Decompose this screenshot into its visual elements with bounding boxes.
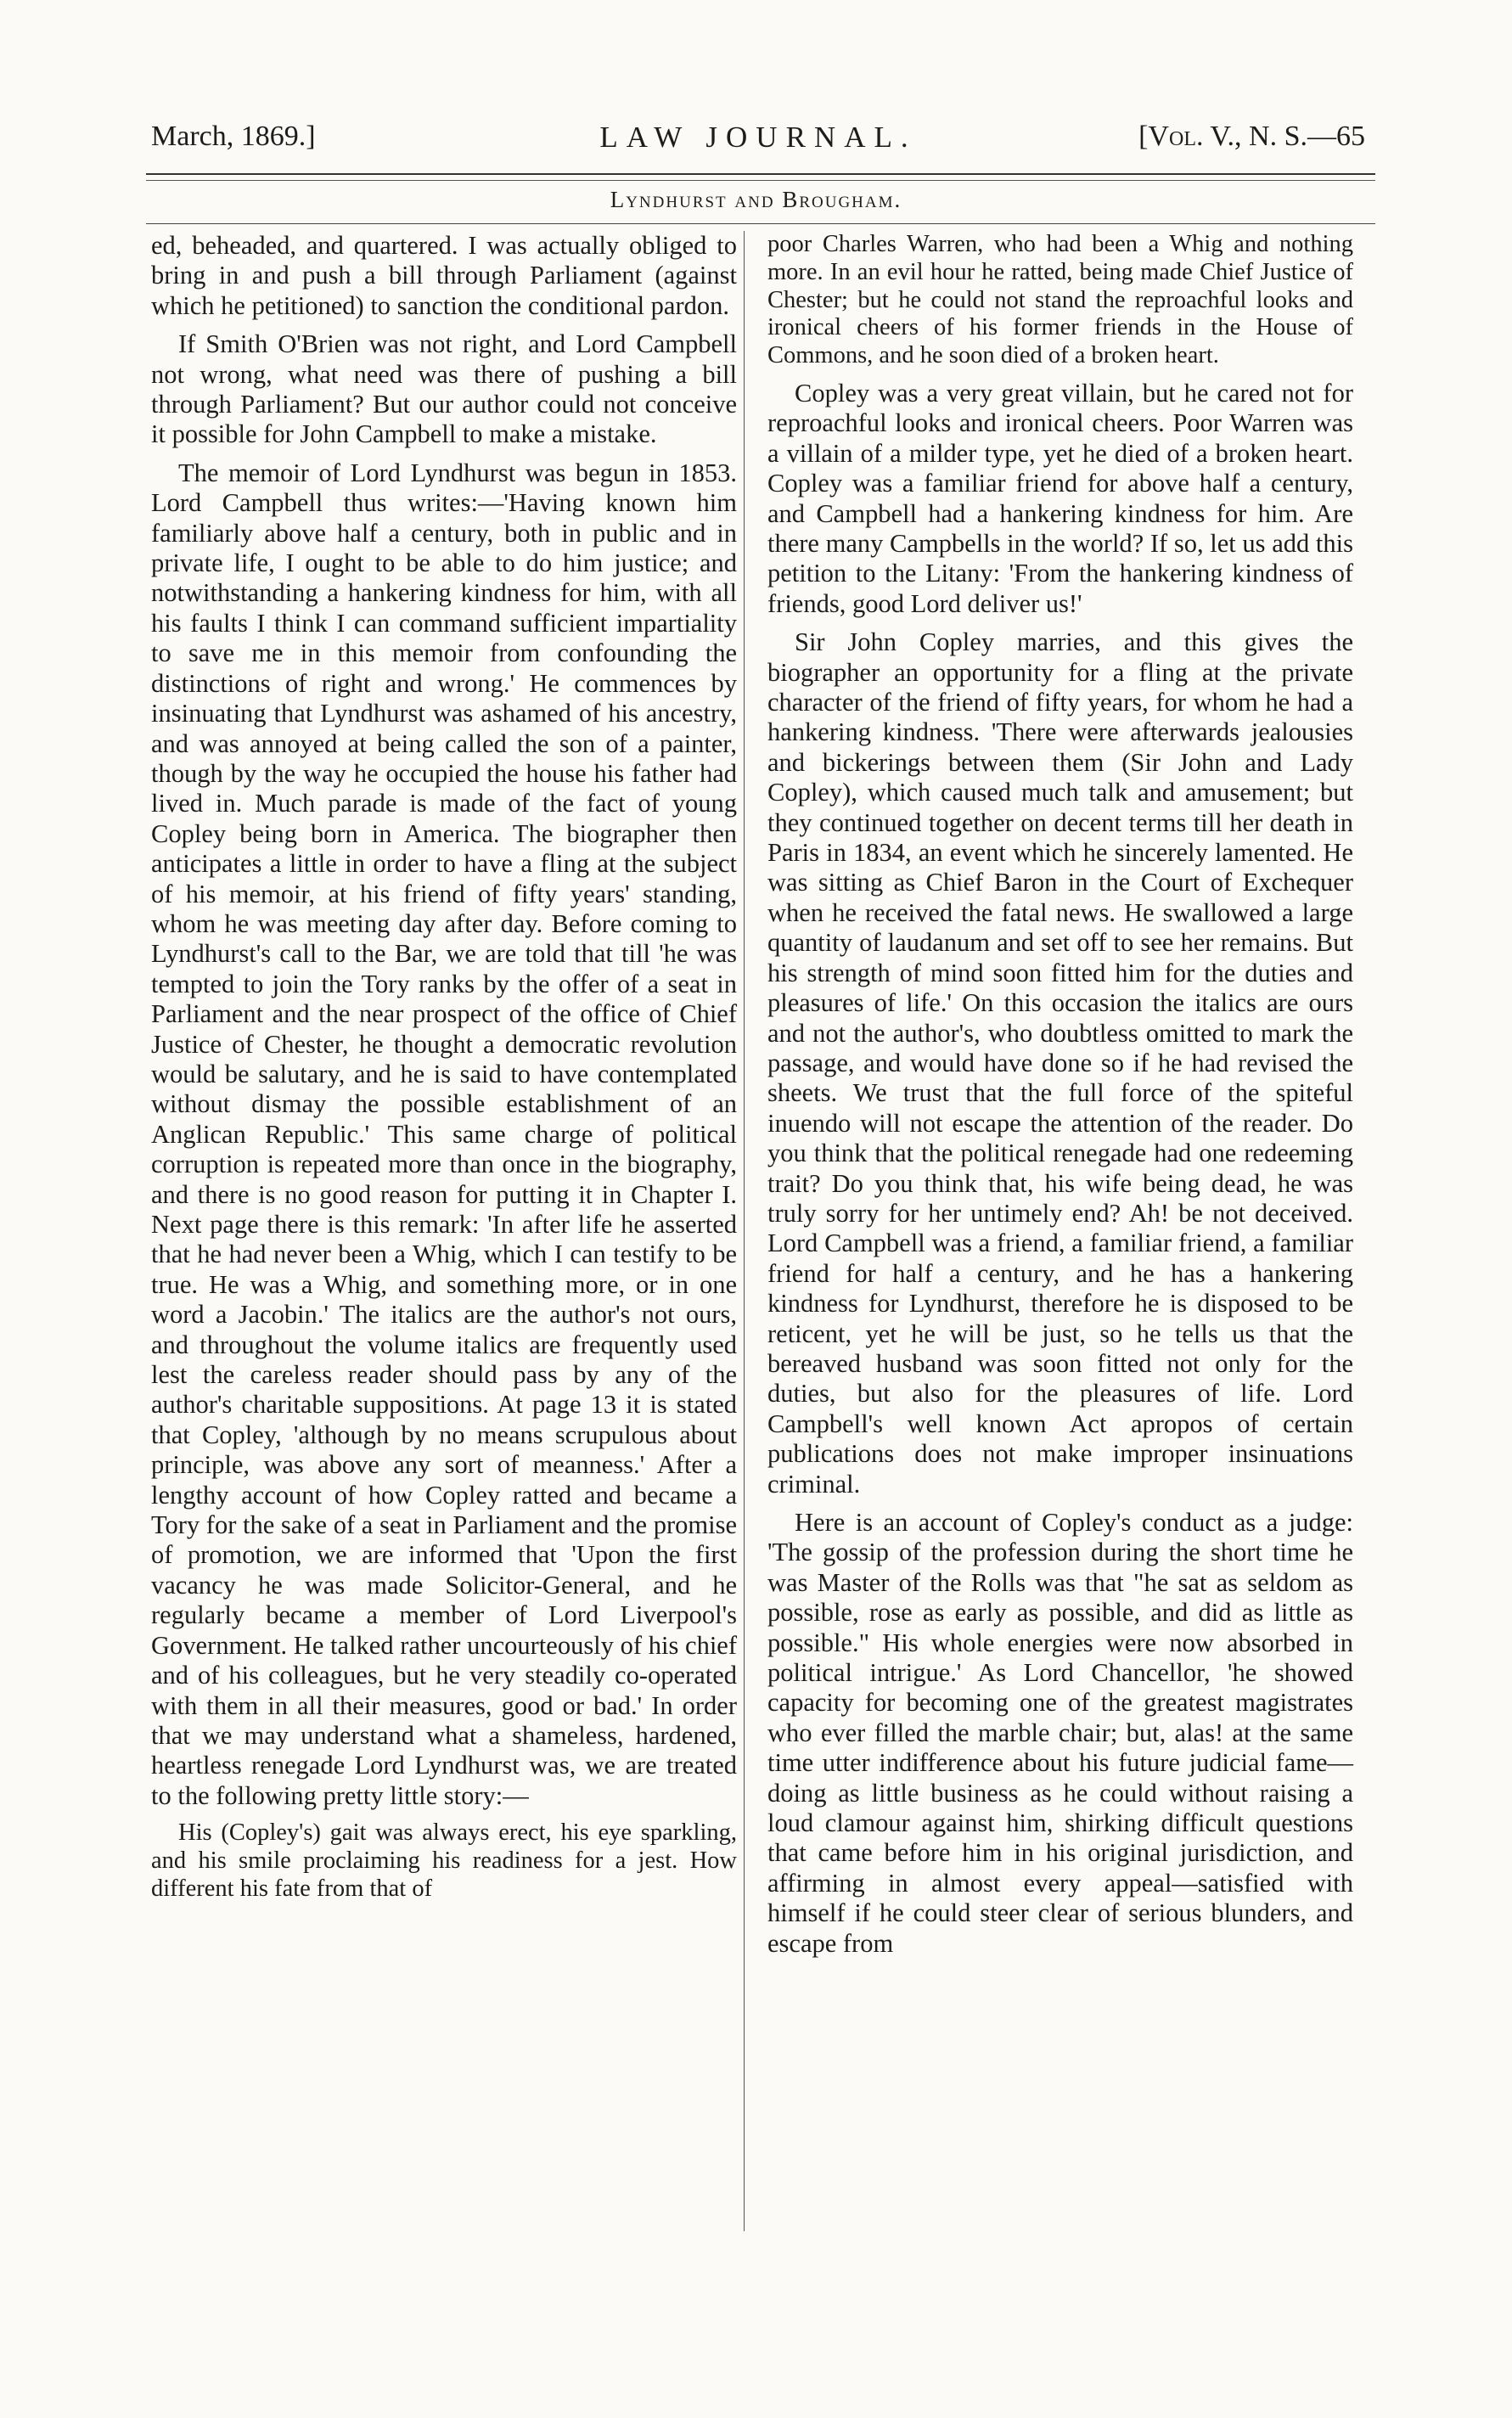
journal-title: LAW JOURNAL.: [599, 121, 917, 154]
paragraph: The memoir of Lord Lyndhurst was begun in 1853. Lord Campbell thus writes:—'Having known him familiarly above half a century, both in public and in private life, I ought to be able to do him justice; and notwithstanding a hankering kindness for him, with all his faults I think I can command sufficient impartiality to save me in this memoir from confounding the distinctions of right and wrong.' He commences by insinuating that Lyndhurst was ashamed of his ancestry, and was annoyed at being called the son of a painter, though by the way he occupied the house his father had lived in. Much parade is made of the fact of young Copley being born in America. The biographer then anticipates a little in order to have a fling at the subject of his memoir, at his friend of fifty years' standing, whom he was meeting day after day. Before coming to Lyndhurst's call to the Bar, we are told that till 'he was tempted to join the Tory ranks by the offer of a seat in Parliament and the near prospect of the office of Chief Justice of Chester, he thought a democratic revolution would be salutary, and he is said to have contemplated without dismay the possible establishment of an Anglican Republic.' This same charge of political corruption is repeated more than once in the biography, and there is no good reason for putting it in Chapter I. Next page there is this remark: 'In after life he asserted that he had never been a Whig, which I can testify to be true. He was a Whig, and something more, or in one word a Jacobin.' The italics are the author's not ours, and throughout the volume italics are frequently used lest the careless reader should pass by any of the author's charitable suppositions. At page 13 it is stated that Copley, 'although by no means scrupulous about principle, was above any sort of meanness.' After a lengthy account of how Copley ratted and became a Tory for the sake of a seat in Parliament and the promise of promotion, we are informed that 'Upon the first vacancy he was made Solicitor-General, and he regularly became a member of Lord Liverpool's Government. He talked rather uncourteously of his chief and of his colleagues, but he very steadily co-operated with them in all their measures, good or bad.' In order that we may understand what a shameless, hardened, heartless renegade Lord Lyndhurst was, we are treated to the following pretty little story:—: [151, 458, 737, 1810]
issue-date: March, 1869.]: [151, 121, 316, 152]
column-divider: [744, 231, 745, 2231]
volume-page: [Vol. V., N. S.—65: [1138, 121, 1365, 152]
quoted-paragraph: His (Copley's) gait was always erect, his eye sparkling, and his smile proclaiming his readiness for a jest. How different his fate from that of: [151, 1819, 737, 1902]
left-column: [151, 231, 737, 1912]
section-title: Lyndhurst and Brougham.: [610, 187, 902, 212]
paragraph: If Smith O'Brien was not right, and Lord Campbell not wrong, what need was there of pushing a bill through Parliament? But our author could not conceive it possible for John Campbell to make a mistake.: [151, 329, 737, 449]
paragraph: Copley was a very great villain, but he cared not for reproachful looks and ironical cheers. Poor Warren was a villain of a milder type, yet he died of a broken heart. Copley was a familiar friend for above half a century, and Campbell had a hankering kindness for him. Are there many Campbells in the world? If so, let us add this petition to the Litany: 'From the hankering kindness of friends, good Lord deliver us!': [767, 378, 1353, 618]
section-rule: [146, 223, 1375, 224]
running-header: [143, 121, 1374, 163]
header-rule: [146, 173, 1375, 181]
paragraph: Here is an account of Copley's conduct as a judge: 'The gossip of the profession during the short time he was Master of the Rolls was that "he sat as seldom as possible, rose as early as possible, and did as little as possible." His whole energies were now absorbed in political intrigue.' As Lord Chancellor, 'he showed capacity for becoming one of the greatest magistrates who ever filled the marble chair; but, alas! at the same time utter indifference about his future judicial fame—doing as little business as he could without raising a loud clamour against him, shirking difficult questions that came before him in his original jurisdiction, and affirming in almost every appeal—satisfied with himself if he could steer clear of serious blunders, and escape from: [767, 1508, 1353, 1958]
right-column: [767, 231, 1353, 1967]
paragraph: Sir John Copley marries, and this gives the biographer an opportunity for a fling at the private character of the friend of fifty years, for whom he had a hankering kindness. 'There were afterwards jealousies and bickerings between them (Sir John and Lady Copley), which caused much talk and amusement; but they continued together on decent terms till her death in Paris in 1834, an event which he sincerely lamented. He was sitting as Chief Baron in the Court of Exchequer when he received the fatal news. He swallowed a large quantity of laudanum and set off to see her remains. But his strength of mind soon fitted him for the duties and pleasures of life.' On this occasion the italics are ours and not the author's, who doubtless omitted to mark the passage, and would have done so if he had revised the sheets. We trust that the full force of the spiteful inuendo will not escape the attention of the reader. Do you think that the political renegade had one redeeming trait? Do you think that, his wife being dead, he was truly sorry for her untimely end? Ah! be not deceived. Lord Campbell was a friend, a familiar friend, a familiar friend for half a century, and he has a hankering kindness for Lyndhurst, therefore he is disposed to be reticent, yet he will be just, so he tells us that the bereaved husband was soon fitted not only for the duties, but also for the pleasures of life. Lord Campbell's well known Act apropos of certain publications does not make improper insinuations criminal.: [767, 627, 1353, 1499]
paragraph: ed, beheaded, and quartered. I was actually obliged to bring in and push a bill through Parliament (against which he petitioned) to sanction the conditional pardon.: [151, 231, 737, 320]
quoted-paragraph: poor Charles Warren, who had been a Whig and nothing more. In an evil hour he ratted, being made Chief Justice of Chester; but he could not stand the reproachful looks and ironical cheers of his former friends in the House of Commons, and he soon died of a broken heart.: [767, 231, 1353, 369]
